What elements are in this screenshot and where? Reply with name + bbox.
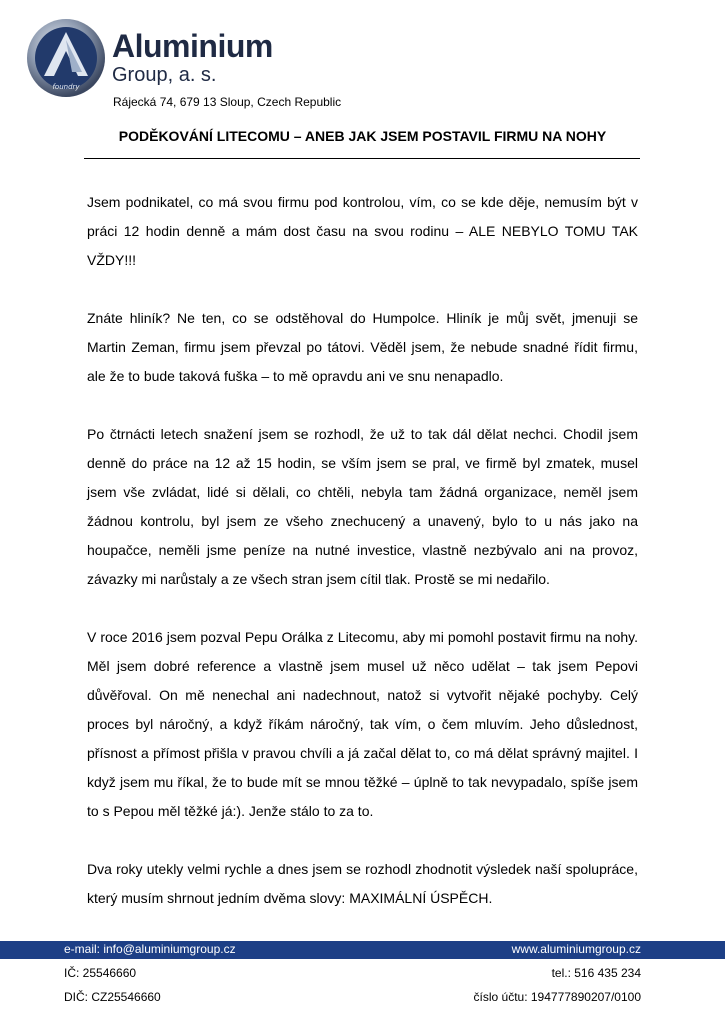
brand-block: [112, 30, 273, 86]
footer-website-link[interactable]: www.aluminiumgroup.cz: [511, 942, 641, 956]
brand-name: Aluminium: [112, 28, 273, 64]
footer-email-link[interactable]: e-mail: info@aluminiumgroup.cz: [64, 942, 236, 956]
document-title: PODĚKOVÁNÍ LITECOMU – ANEB JAK JSEM POSTAVIL FIRMU NA NOHY: [118, 128, 607, 144]
aluminium-group-logo: [26, 18, 106, 98]
footer-dic: DIČ: CZ25546660: [64, 990, 161, 1004]
footer-contact-bar: [0, 941, 725, 959]
paragraph: Jsem podnikatel, co má svou firmu pod kontrolou, vím, co se kde děje, nemusím být v práci 12 hodin denně a mám dost času na svou rodinu – ALE NEBYLO TOMU TAK VŽDY!!!: [87, 194, 638, 268]
paragraph: Po čtrnácti letech snažení jsem se rozhodl, že už to tak dál dělat nechci. Chodil jsem denně do práce na 12 až 15 hodin, se vším jsem se pral, ve firmě byl zmatek, musel jsem vše zvládat, lidé si dělali, co chtěli, nebyla tam žádná organizace, neměl jsem žádnou kontrolu, byl jsem ze všeho znechucený a unavený, bylo to u nás jako na houpačce, neměli jsme peníze na nutné investice, vlastně nezbývalo ani na provoz, závazky mi narůstaly a ze všech stran jsem cítil tlak. Prostě se mi nedařilo.: [87, 426, 638, 587]
title-divider: [84, 158, 640, 159]
footer-ic: IČ: 25546660: [64, 966, 137, 980]
brand-subtitle: Group, a. s.: [112, 64, 217, 86]
logo-foundry-text: foundry: [52, 83, 80, 91]
footer-phone: tel.: 516 435 234: [551, 966, 641, 980]
paragraph: Znáte hliník? Ne ten, co se odstěhoval do Humpolce. Hliník je můj svět, jmenuji se Martin Zeman, firmu jsem převzal po tátovi. Věděl jsem, že nebude snadné řídit firmu, ale že to bude taková fuška – to mě opravdu ani ve snu nenapadlo.: [87, 310, 638, 384]
paragraph: Dva roky utekly velmi rychle a dnes jsem se rozhodl zhodnotit výsledek naší spolupráce, který musím shrnout jedním dvěma slovy: MAXIMÁLNÍ ÚSPĚCH.: [87, 861, 638, 906]
footer-bank-account: číslo účtu: 194777890207/0100: [473, 990, 641, 1004]
letter-body: [87, 188, 638, 942]
paragraph: V roce 2016 jsem pozval Pepu Orálka z Litecomu, aby mi pomohl postavit firmu na nohy. Měl jsem dobré reference a vlastně jsem musel už něco udělat – tak jsem Pepovi důvěřoval. On mě nenechal ani nadechnout, natož si vytvořit nějaké pochyby. Celý proces byl náročný, a když říkám náročný, tak vím, o čem mluvím. Jeho důslednost, přísnost a přímost přišla v pravou chvíli a já začal dělat to, co má dělat správný majitel. I když jsem mu říkal, že to bude mít se mnou těžké – úplně to tak nevypadalo, spíše jsem to s Pepou měl těžké já:). Jenže stálo to za to.: [87, 629, 638, 819]
company-address: Rájecká 74, 679 13 Sloup, Czech Republic: [113, 95, 342, 109]
